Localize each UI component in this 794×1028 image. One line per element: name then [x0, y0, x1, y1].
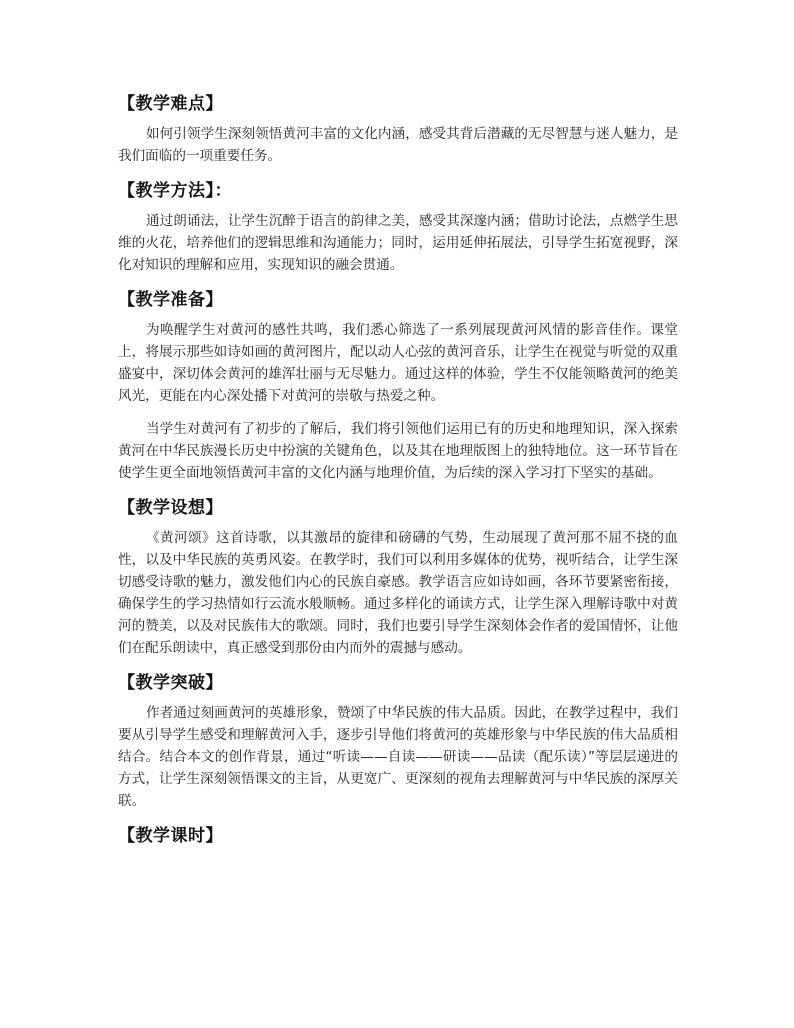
paragraph: 为唤醒学生对黄河的感性共鸣，我们悉心筛选了一系列展现黄河风情的影音佳作。课堂上，将展示那些如诗如画的黄河图片，配以动人心弦的黄河音乐，让学生在视觉与听觉的双重盛宴中，深切体会黄河的雄浑壮丽与无尽魅力。通过这样的体验，学生不仅能领略黄河的绝美风光，更能在内心深处播下对黄河的崇敬与热爱之种。	[118, 322, 678, 404]
section-class-hours	[118, 823, 678, 849]
section-teaching-concept	[118, 495, 678, 659]
paragraph: 通过朗诵法，让学生沉醉于语言的韵律之美，感受其深邃内涵；借助讨论法，点燃学生思维的火花，培养他们的逻辑思维和沟通能力；同时，运用延伸拓展法，引导学生拓宽视野，深化对知识的理解和应用，实现知识的融会贯通。	[118, 213, 678, 273]
section-teaching-preparation	[118, 287, 678, 484]
paragraph: 当学生对黄河有了初步的了解后，我们将引领他们运用已有的历史和地理知识，深入探索黄河在中华民族漫长历史中扮演的关键角色，以及其在地理版图上的独特地位。这一环节旨在使学生更全面地领悟黄河丰富的文化内涵与地理价值，为后续的深入学习打下坚实的基础。	[118, 421, 678, 481]
section-teaching-difficulty	[118, 91, 678, 167]
section-teaching-method	[118, 178, 678, 276]
section-heading: 【教学课时】	[118, 826, 223, 846]
section-heading: 【教学方法】：	[118, 181, 232, 201]
paragraph: 作者通过刻画黄河的英雄形象，赞颂了中华民族的伟大品质。因此，在教学过程中，我们要从引导学生感受和理解黄河入手，逐步引导他们将黄河的英雄形象与中华民族的伟大品质相结合。结合本文的创作背景，通过“听读——自读——研读——品读（配乐读）”等层层递进的方式，让学生深刻领悟课文的主旨，从更宽广、更深刻的视角去理解黄河与中华民族的深厚关联。	[118, 705, 678, 809]
section-heading: 【教学难点】	[118, 94, 223, 114]
paragraph: 《黄河颂》这首诗歌，以其激昂的旋律和磅礴的气势，生动展现了黄河那不屈不挠的血性，以及中华民族的英勇风姿。在教学时，我们可以利用多媒体的优势，视听结合，让学生深切感受诗歌的魅力，激发他们内心的民族自豪感。教学语言应如诗如画，各环节要紧密衔接，确保学生的学习热情如行云流水般顺畅。通过多样化的诵读方式，让学生深入理解诗歌中对黄河的赞美，以及对民族伟大的歌颂。同时，我们也要引导学生深刻体会作者的爱国情怀，让他们在配乐朗读中，真正感受到那份由内而外的震撼与感动。	[118, 530, 678, 656]
document-body	[118, 91, 678, 855]
section-teaching-breakthrough	[118, 670, 678, 812]
section-heading: 【教学突破】	[118, 673, 223, 693]
section-heading: 【教学准备】	[118, 290, 223, 310]
paragraph: 如何引领学生深刻领悟黄河丰富的文化内涵，感受其背后潜藏的无尽智慧与迷人魅力，是我们面临的一项重要任务。	[118, 126, 678, 164]
section-heading: 【教学设想】	[118, 498, 223, 518]
